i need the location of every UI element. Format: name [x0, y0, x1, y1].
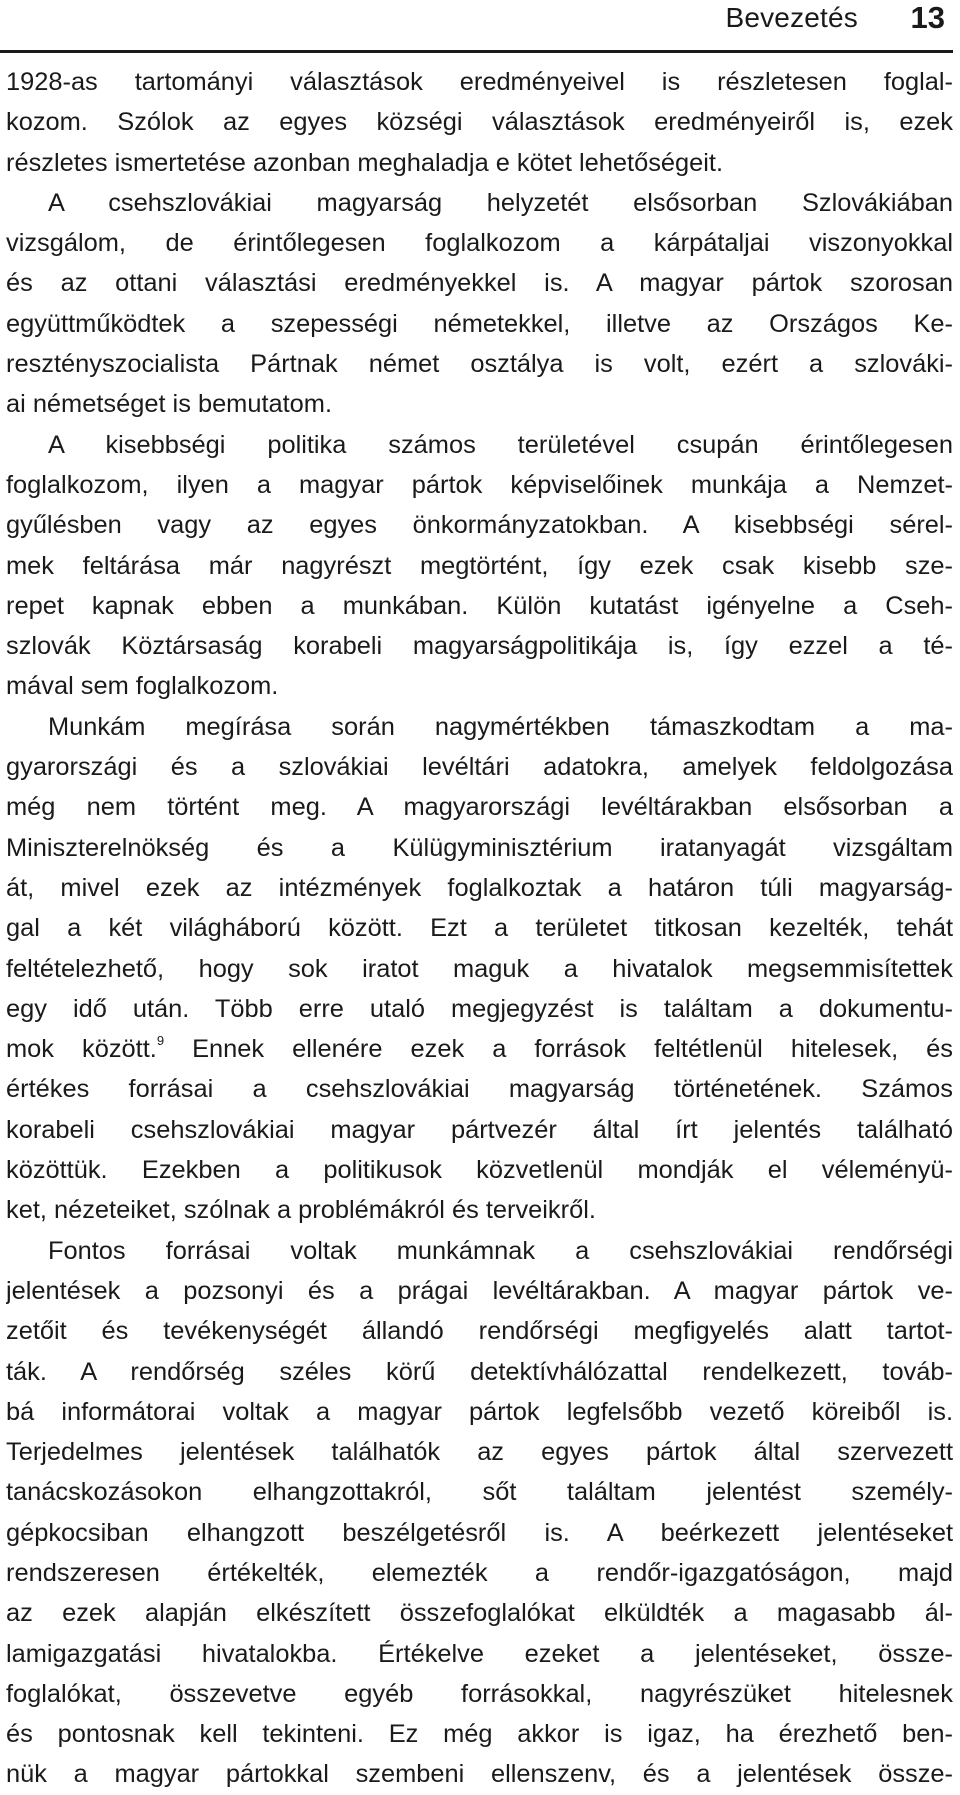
text-line: zetőit és tevékenységét állandó rendőrségi megfigyelés alatt tartot- — [6, 1317, 953, 1346]
text-line: részletes ismertetése azonban meghaladja e kötet lehetőségeit. — [6, 148, 724, 177]
text-line: ai németséget is bemutatom. — [6, 390, 333, 419]
text-line: bá informátorai voltak a magyar pártok legfelsőbb vezető köreiből is. — [6, 1397, 953, 1426]
page-number: 13 — [910, 0, 945, 35]
text-line: gyűlésben vagy az egyes önkormányzatokban. A kisebbségi sérel- — [6, 511, 953, 540]
text-line: együttműködtek a szepességi németekkel, illetve az Országos Ke- — [6, 309, 953, 338]
text-line: feltételezhető, hogy sok iratot maguk a hivatalok megsemmisítettek — [6, 954, 953, 983]
text-line: kozom. Szólok az egyes községi választások eredményeiről is, ezek — [6, 108, 953, 137]
text-line: ták. A rendőrség széles körű detektívhálózattal rendelkezett, továb- — [6, 1357, 953, 1386]
text-line: lamigazgatási hivatalokba. Értékelve ezeket a jelentéseket, össze- — [6, 1639, 953, 1668]
text-line: mával sem foglalkozom. — [6, 672, 279, 701]
text-line: jelentések a pozsonyi és a prágai levéltárakban. A magyar pártok ve- — [6, 1276, 953, 1305]
text-line: ket, nézeteiket, szólnak a problémákról és terveikről. — [6, 1196, 596, 1225]
text-line: vizsgálom, de érintőlegesen foglalkozom a kárpátaljai viszonyokkal — [6, 229, 953, 258]
text-line: Fontos forrásai voltak munkámnak a csehszlovákiai rendőrségi — [48, 1236, 953, 1265]
text-line: egy idő után. Több erre utaló megjegyzést is találtam a dokumentu- — [6, 994, 953, 1023]
text-fragment: mok között. — [6, 1035, 157, 1064]
text-line: az ezek alapján elkészített összefoglalókat elküldték a magasabb ál- — [6, 1599, 953, 1628]
text-line: foglalókat, összevetve egyéb forrásokkal, nagyrészüket hitelesnek — [6, 1679, 953, 1708]
footnote-marker: 9 — [156, 1033, 165, 1049]
text-line: Terjedelmes jelentések találhatók az egyes pártok által szervezett — [6, 1438, 953, 1467]
text-line: tanácskozásokon elhangzottakról, sőt találtam jelentést személy- — [6, 1478, 953, 1507]
text-line: és az ottani választási eredményekkel is. A magyar pártok szorosan — [6, 269, 953, 298]
text-line: foglalkozom, ilyen a magyar pártok képviselőinek munkája a Nemzet- — [6, 470, 953, 499]
text-line: szlovák Köztársaság korabeli magyarságpolitikája is, így ezzel a té- — [6, 632, 953, 661]
text-line: gyarországi és a szlovákiai levéltári adatokra, amelyek feldolgozása — [6, 753, 953, 782]
text-line: rendszeresen értékelték, elemezték a rendőr-igazgatóságon, majd — [6, 1558, 953, 1587]
text-line: korabeli csehszlovákiai magyar pártvezér által írt jelentés található — [6, 1115, 953, 1144]
chapter-title: Bevezetés — [725, 2, 858, 33]
text-line — [6, 1029, 953, 1069]
text-line: A csehszlovákiai magyarság helyzetét elsősorban Szlovákiában — [48, 188, 953, 217]
text-line: gépkocsiban elhangzott beszélgetésről is. A beérkezett jelentéseket — [6, 1518, 953, 1547]
running-header — [0, 0, 953, 53]
text-line: mek feltárása már nagyrészt megtörtént, így ezek csak kisebb sze- — [6, 551, 953, 580]
text-line: resztényszocialista Pártnak német osztálya is volt, ezért a szlováki- — [6, 350, 953, 379]
text-fragment: Ennek ellenére ezek a források feltétlenül hitelesek, és — [164, 1035, 953, 1064]
text-line: és pontosnak kell tekinteni. Ez még akkor is igaz, ha érezhető ben- — [6, 1720, 953, 1749]
text-line: repet kapnak ebben a munkában. Külön kutatást igényelne a Cseh- — [6, 591, 953, 620]
text-line: gal a két világháború között. Ezt a területet titkosan kezelték, tehát — [6, 914, 953, 943]
text-line: 1928-as tartományi választások eredményeivel is részletesen foglal- — [6, 68, 953, 96]
text-line: értékes forrásai a csehszlovákiai magyarság történetének. Számos — [6, 1075, 953, 1104]
text-line: még nem történt meg. A magyarországi levéltárakban elsősorban a — [6, 793, 953, 822]
text-line: nük a magyar pártokkal szembeni ellenszenv, és a jelentések össze- — [6, 1760, 953, 1789]
text-line: Munkám megírása során nagymértékben támaszkodtam a ma- — [48, 712, 953, 741]
text-line: közöttük. Ezekben a politikusok közvetlenül mondják el véleményü- — [6, 1156, 953, 1185]
text-line: át, mivel ezek az intézmények foglalkoztak a határon túli magyarság- — [6, 873, 953, 902]
text-line: Miniszterelnökség és a Külügyminisztérium iratanyagát vizsgáltam — [6, 833, 953, 862]
text-line: A kisebbségi politika számos területével csupán érintőlegesen — [48, 430, 953, 459]
body-text — [6, 62, 953, 1795]
